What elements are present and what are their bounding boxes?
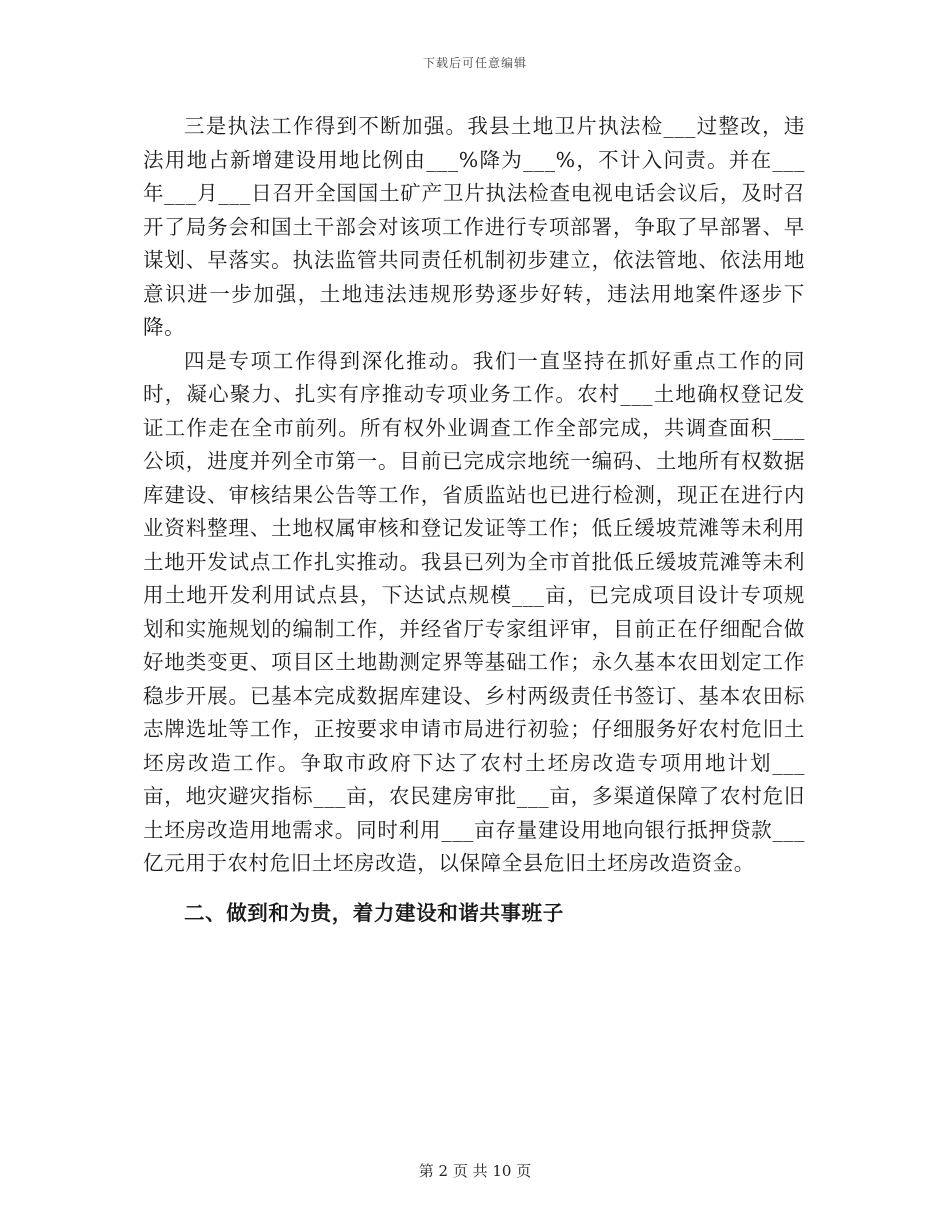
section-heading: 二、做到和为贵，着力建设和谐共事班子 bbox=[184, 900, 564, 925]
paragraph-special-work: 四是专项工作得到深化推动。我们一直坚持在抓好重点工作的同时，凝心聚力、扎实有序推动专项业务工作。农村___土地确权登记发证工作走在全市前列。所有权外业调查工作全部完成，共调查面积___公顷，进度并列全市第一。目前已完成宗地统一编码、土地所有权数据库建设、审核结果公告等工作，省质监站也已进行检测，现正在进行内业资料整理、土地权属审核和登记发证等工作；低丘缓坡荒滩等未利用土地开发试点工作扎实推动。我县已列为全市首批低丘缓坡荒滩等未利用土地开发利用试点县，下达试点规模___亩，已完成项目设计专项规划和实施规划的编制工作，并经省厅专家组评审，目前正在仔细配合做好地类变更、项目区土地勘测定界等基础工作；永久基本农田划定工作稳步开展。已基本完成数据库建设、乡村两级责任书签订、基本农田标志牌选址等工作，正按要求申请市局进行初验；仔细服务好农村危旧土坯房改造工作。争取市政府下达了农村土坯房改造专项用地计划___亩，地灾避灾指标___亩，农民建房审批___亩，多渠道保障了农村危旧土坯房改造用地需求。同时利用___亩存量建设用地向银行抵押贷款___亿元用于农村危旧土坯房改造，以保障全县危旧土坯房改造资金。 bbox=[143, 348, 805, 875]
paragraph-enforcement: 三是执法工作得到不断加强。我县土地卫片执法检___过整改，违法用地占新增建设用地比例由___%降为___%，不计入问责。并在___年___月___日召开全国国土矿产卫片执法检查电视电话会议后，及时召开了局务会和国土干部会对该项工作进行专项部署，争取了早部署、早谋划、早落实。执法监管共同责任机制初步建立，依法管地、依法用地意识进一步加强，土地违法违规形势逐步好转，违法用地案件逐步下降。 bbox=[143, 114, 805, 339]
page-number: 第 2 页 共 10 页 bbox=[418, 1162, 532, 1180]
document-body bbox=[143, 110, 805, 930]
header-note: 下载后可任意编辑 bbox=[422, 56, 527, 70]
